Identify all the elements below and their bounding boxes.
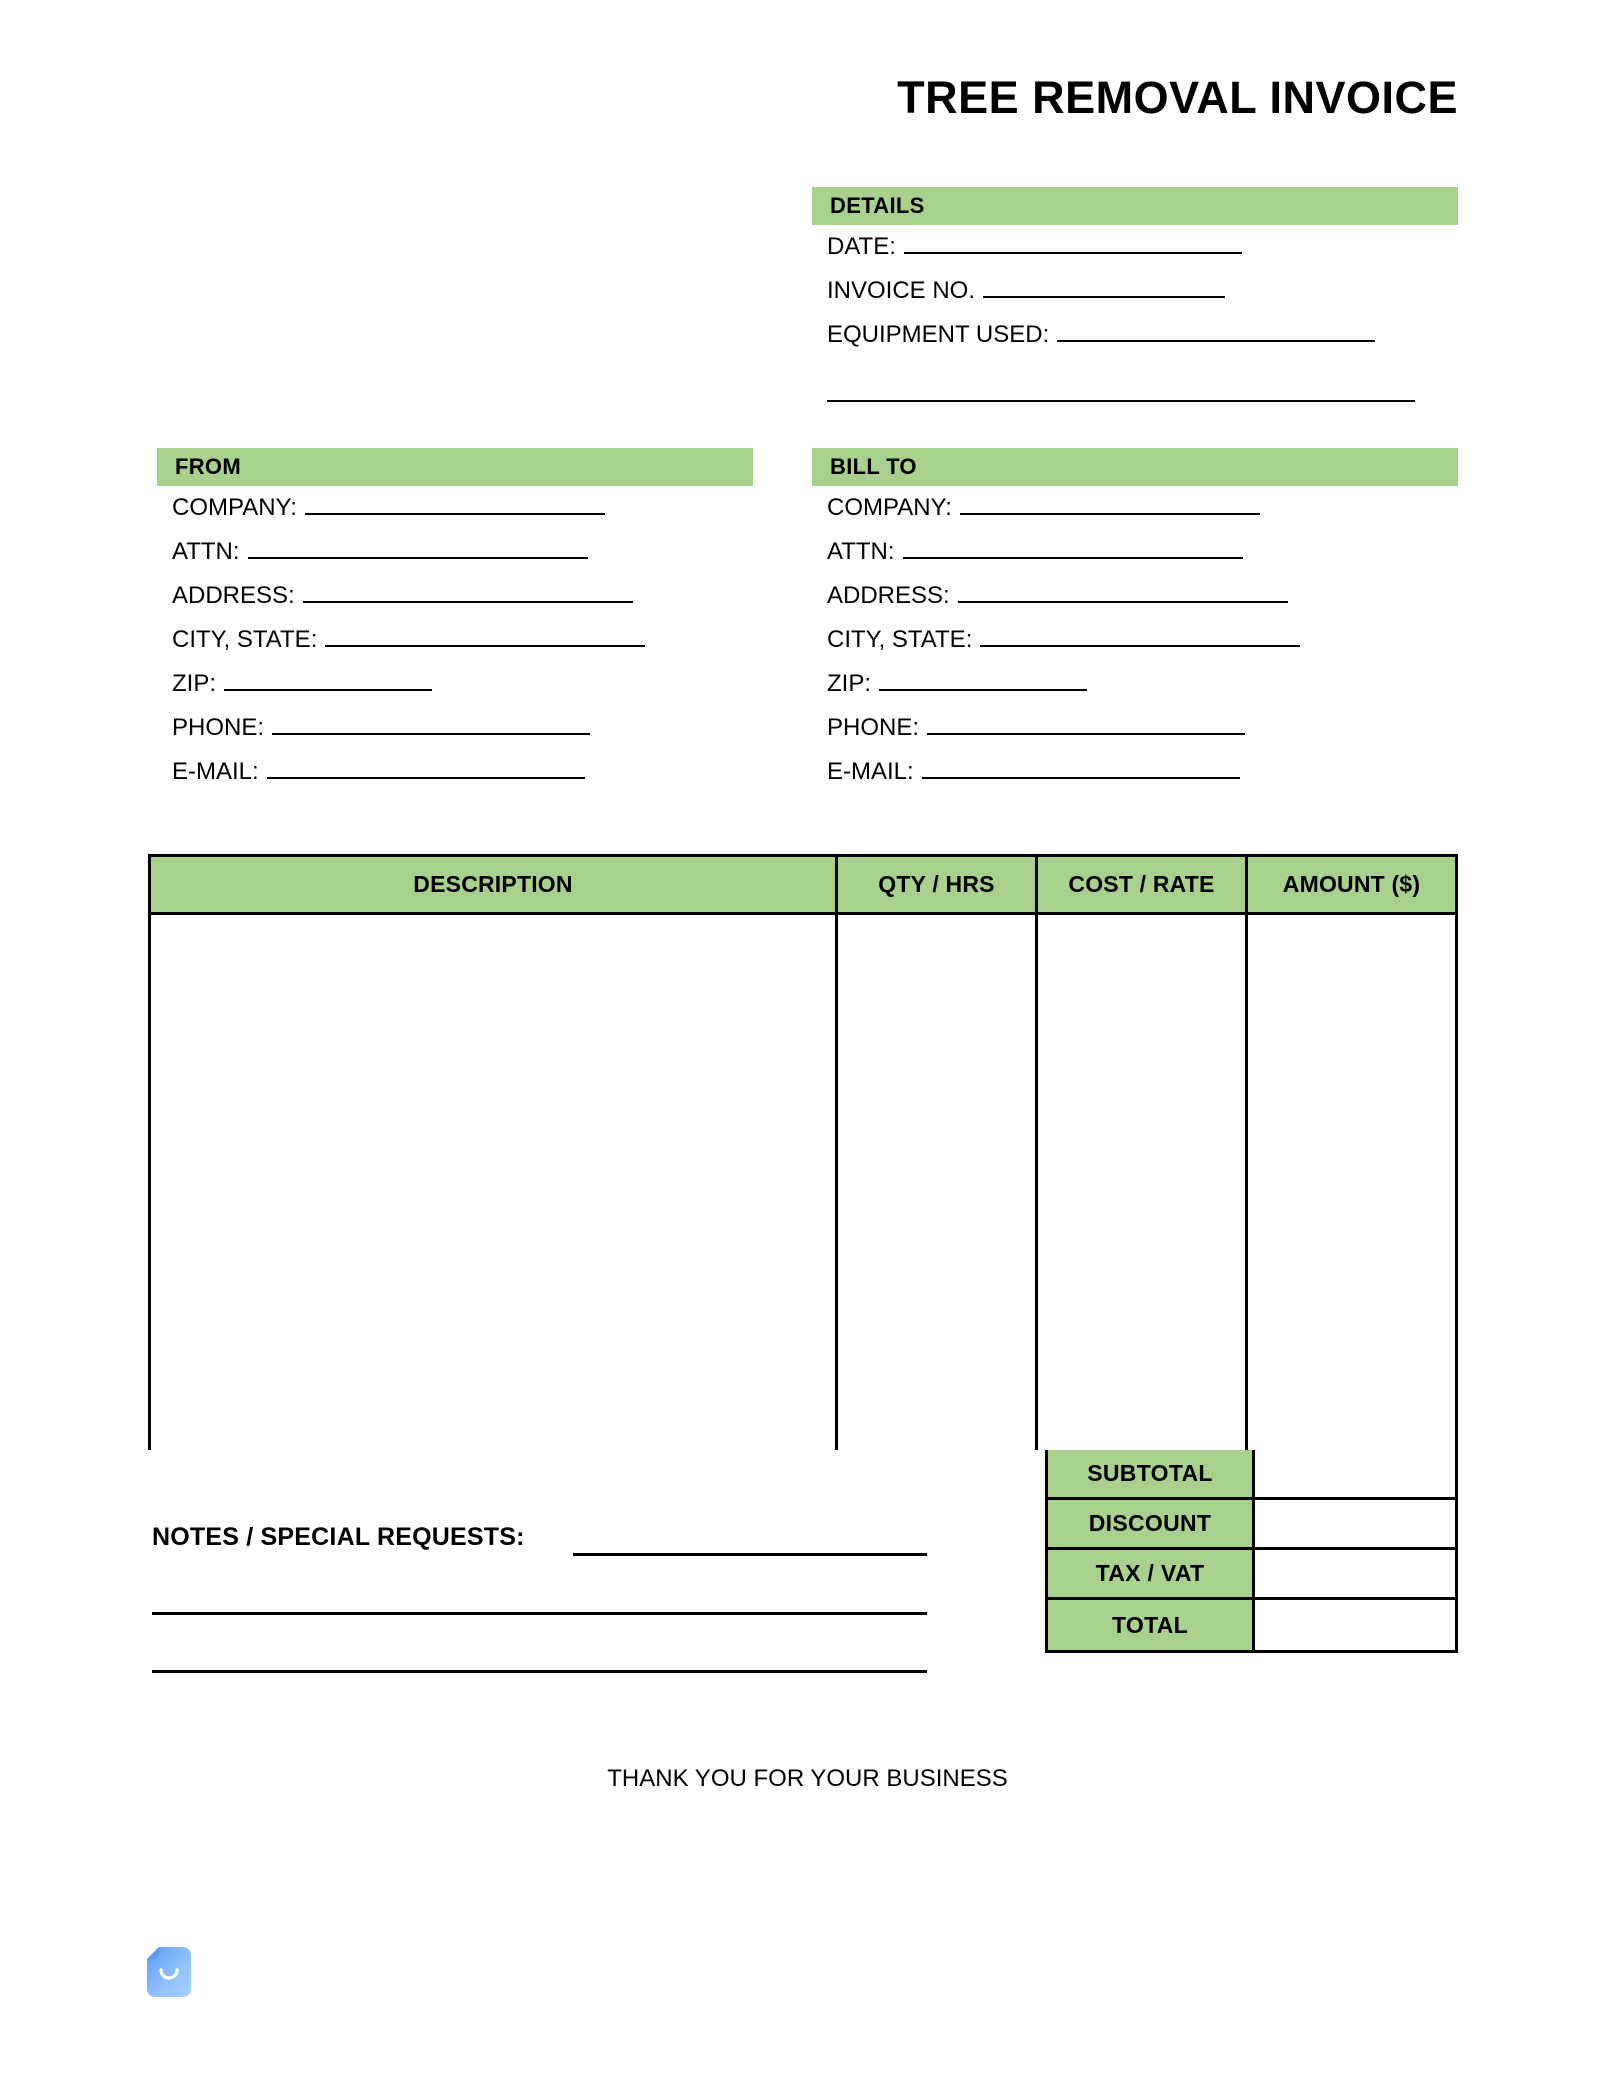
bill-to-city-state-input-rule[interactable] bbox=[980, 627, 1300, 647]
invoice-no-input-rule[interactable] bbox=[983, 278, 1225, 298]
column-header-qty-hrs: QTY / HRS bbox=[838, 857, 1038, 912]
subtotal-value[interactable] bbox=[1255, 1450, 1455, 1497]
equipment-used-label: EQUIPMENT USED: bbox=[827, 321, 1050, 348]
line-items-table-body bbox=[151, 915, 1455, 1450]
discount-label: DISCOUNT bbox=[1048, 1500, 1255, 1547]
date-input-rule[interactable] bbox=[904, 234, 1242, 254]
total-value[interactable] bbox=[1255, 1600, 1455, 1650]
invoice-no-field-row[interactable] bbox=[827, 277, 1467, 321]
subtotal-label: SUBTOTAL bbox=[1048, 1450, 1255, 1497]
bill-to-zip-label: ZIP: bbox=[827, 670, 872, 697]
notes-label: NOTES / SPECIAL REQUESTS: bbox=[152, 1523, 525, 1551]
tax-vat-value[interactable] bbox=[1255, 1550, 1455, 1597]
from-attn-input-rule[interactable] bbox=[248, 539, 588, 559]
bill-to-address-row[interactable] bbox=[827, 582, 1467, 626]
subtotal-row bbox=[1048, 1450, 1455, 1500]
from-zip-input-rule[interactable] bbox=[224, 671, 432, 691]
from-address-input-rule[interactable] bbox=[303, 583, 633, 603]
from-city-state-label: CITY, STATE: bbox=[172, 626, 318, 653]
bill-to-company-input-rule[interactable] bbox=[960, 495, 1260, 515]
from-phone-label: PHONE: bbox=[172, 714, 265, 741]
qty-hrs-entry-area[interactable] bbox=[838, 915, 1038, 1450]
bill-to-email-input-rule[interactable] bbox=[922, 759, 1240, 779]
bill-to-email-row[interactable] bbox=[827, 758, 1467, 802]
footer-thank-you: THANK YOU FOR YOUR BUSINESS bbox=[607, 1765, 1008, 1792]
line-items-table bbox=[148, 854, 1458, 1450]
page-title: TREE REMOVAL INVOICE bbox=[897, 72, 1458, 123]
from-zip-label: ZIP: bbox=[172, 670, 217, 697]
column-header-description: DESCRIPTION bbox=[151, 857, 838, 912]
bill-to-attn-row[interactable] bbox=[827, 538, 1467, 582]
from-company-label: COMPANY: bbox=[172, 494, 297, 521]
from-company-input-rule[interactable] bbox=[305, 495, 605, 515]
from-city-state-row[interactable] bbox=[172, 626, 792, 670]
from-email-label: E-MAIL: bbox=[172, 758, 259, 785]
from-phone-input-rule[interactable] bbox=[272, 715, 590, 735]
bill-to-phone-row[interactable] bbox=[827, 714, 1467, 758]
bill-to-zip-input-rule[interactable] bbox=[879, 671, 1087, 691]
invoice-no-label: INVOICE NO. bbox=[827, 277, 976, 304]
from-zip-row[interactable] bbox=[172, 670, 792, 714]
from-phone-row[interactable] bbox=[172, 714, 792, 758]
bill-to-address-label: ADDRESS: bbox=[827, 582, 950, 609]
from-email-input-rule[interactable] bbox=[267, 759, 585, 779]
equipment-used-input-rule[interactable] bbox=[1057, 322, 1375, 342]
from-attn-row[interactable] bbox=[172, 538, 792, 582]
line-items-table-header bbox=[151, 857, 1455, 915]
date-field-row[interactable] bbox=[827, 233, 1467, 277]
bill-to-address-input-rule[interactable] bbox=[958, 583, 1288, 603]
description-entry-area[interactable] bbox=[151, 915, 838, 1450]
from-address-row[interactable] bbox=[172, 582, 792, 626]
from-company-row[interactable] bbox=[172, 494, 792, 538]
equipment-used-field-row[interactable] bbox=[827, 321, 1467, 365]
bill-to-city-state-row[interactable] bbox=[827, 626, 1467, 670]
bill-to-section-header: BILL TO bbox=[812, 448, 1458, 486]
from-email-row[interactable] bbox=[172, 758, 792, 802]
bill-to-attn-input-rule[interactable] bbox=[903, 539, 1243, 559]
from-city-state-input-rule[interactable] bbox=[325, 627, 645, 647]
notes-input-rule-2[interactable] bbox=[152, 1612, 927, 1615]
total-row bbox=[1048, 1600, 1455, 1650]
from-section-header: FROM bbox=[157, 448, 753, 486]
from-attn-label: ATTN: bbox=[172, 538, 240, 565]
bill-to-company-label: COMPANY: bbox=[827, 494, 952, 521]
from-address-label: ADDRESS: bbox=[172, 582, 295, 609]
discount-row bbox=[1048, 1500, 1455, 1550]
bill-to-attn-label: ATTN: bbox=[827, 538, 895, 565]
bill-to-zip-row[interactable] bbox=[827, 670, 1467, 714]
notes-input-rule-3[interactable] bbox=[152, 1670, 927, 1673]
amount-entry-area[interactable] bbox=[1248, 915, 1455, 1450]
column-header-amount: AMOUNT ($) bbox=[1282, 871, 1421, 897]
bill-to-phone-label: PHONE: bbox=[827, 714, 920, 741]
total-label: TOTAL bbox=[1048, 1600, 1255, 1650]
bill-to-fields bbox=[827, 494, 1467, 802]
cost-rate-entry-area[interactable] bbox=[1038, 915, 1248, 1450]
details-fields bbox=[827, 233, 1467, 365]
from-fields bbox=[172, 494, 792, 802]
bill-to-email-label: E-MAIL: bbox=[827, 758, 914, 785]
discount-value[interactable] bbox=[1255, 1500, 1455, 1547]
column-header-cost-rate: COST / RATE bbox=[1038, 857, 1248, 912]
bill-to-city-state-label: CITY, STATE: bbox=[827, 626, 973, 653]
tax-vat-label: TAX / VAT bbox=[1048, 1550, 1255, 1597]
details-section-header: DETAILS bbox=[812, 187, 1458, 225]
bill-to-company-row[interactable] bbox=[827, 494, 1467, 538]
equipment-used-continuation-rule[interactable] bbox=[827, 400, 1415, 402]
bill-to-phone-input-rule[interactable] bbox=[927, 715, 1245, 735]
totals-table bbox=[1045, 1450, 1458, 1653]
date-label: DATE: bbox=[827, 233, 896, 260]
tax-vat-row bbox=[1048, 1550, 1455, 1600]
notes-input-rule-1[interactable] bbox=[573, 1553, 927, 1556]
document-smile-icon bbox=[146, 1946, 192, 1998]
